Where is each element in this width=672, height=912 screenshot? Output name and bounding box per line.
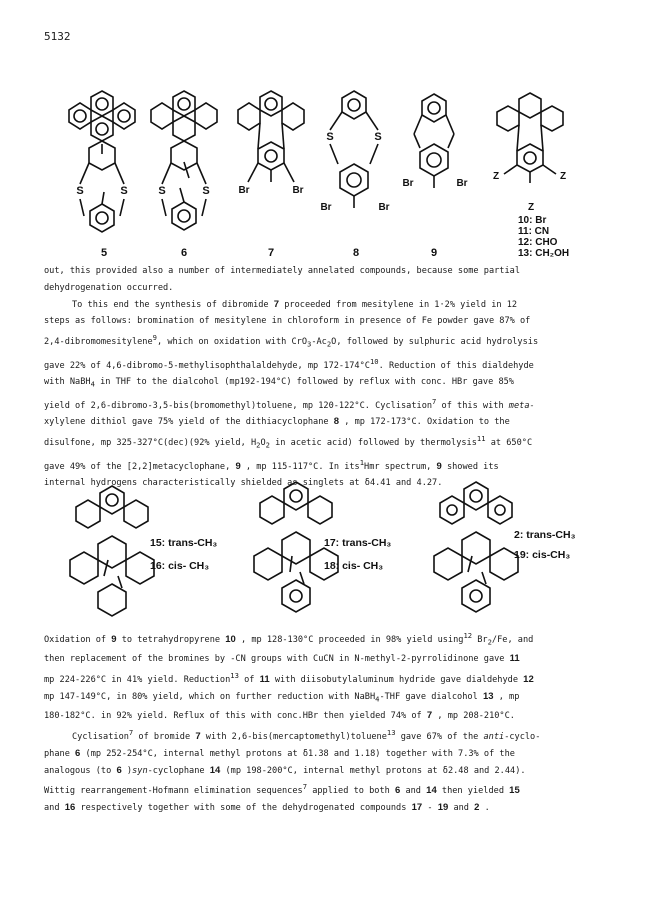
z-legend-12: 12: CHO	[518, 237, 558, 248]
z-legend-10: 10: Br	[518, 215, 547, 226]
bromine-atom: Br	[378, 202, 390, 213]
sulfur-atom: S	[76, 185, 84, 197]
structure-7	[238, 91, 304, 182]
label-19: 19: cis-CH₃	[514, 549, 571, 561]
text-line: analogous (to 6 )syn-cyclophane 14 (mp 198-200°C, internal methyl protons at δ2.48 and 2.44).	[44, 764, 526, 776]
text-line: then replacement of the bromines by -CN groups with CuCN in N-methyl-2-pyrrolidinone gave 11	[44, 653, 520, 665]
text-line: out, this provided also a number of intermediately annelated compounds, because some partial	[44, 266, 520, 276]
label-2: 2: trans-CH₃	[514, 529, 576, 541]
text-line: xylylene dithiol gave 75% yield of the dithiacyclophane 8 , mp 172-173°C. Oxidation to the	[44, 416, 510, 428]
text-line: steps as follows: bromination of mesitylene in chloroform in presence of Fe powder gave 87% of	[44, 316, 531, 327]
bromine-atom: Br	[238, 185, 250, 196]
structure-9	[414, 94, 454, 188]
sulfur-atom: S	[374, 131, 382, 143]
text-line: Cyclisation$^7$ of bromide 7 with 2,6-bis(mercaptomethyl)toluene$^{13}$ gave 67% of the anti-cyclo-	[72, 728, 541, 742]
text-line: gave 49% of the [2,2]metacyclophane, 9 , mp 115-117°C. In its$^1$Hmr spectrum, 9 showed its	[44, 457, 499, 472]
text-line: 180-182°C. in 92% yield. Reflux of this with conc.HBr then yielded 74% of 7 , mp 208-210°C.	[44, 710, 515, 722]
figure-structures-15-19	[0, 478, 672, 628]
text-line: disulfone, mp 325-327°C(dec)(92% yield, $H_2O_2$ in acetic acid) followed by thermolysis$^{11}$ at 650°C	[44, 434, 533, 450]
text-line: internal hydrogens characteristically shielded as singlets at δ4.41 and 4.27.	[44, 478, 443, 489]
sulfur-atom: S	[326, 131, 334, 143]
text-line: with NaBH$_4$ in THF to the dialcohol (mp192-194°C) followed by reflux with conc. HBr gave 85%	[44, 377, 514, 389]
z-legend-11: 11: CN	[518, 226, 550, 237]
text-line: phane 6 (mp 252-254°C, internal methyl protons at δ1.38 and 1.18) together with 7.3% of the	[44, 747, 515, 759]
z-legend-13: 13: CH₂OH	[518, 248, 570, 259]
sulfur-atom: S	[158, 185, 166, 197]
label-7: 7	[267, 247, 275, 259]
body-text-block-2	[44, 628, 628, 817]
text-line: To this end the synthesis of dibromide 7 proceeded from mesitylene in 1·2% yield in 12	[72, 298, 518, 310]
label-8: 8	[352, 247, 360, 259]
label-9: 9	[430, 247, 438, 259]
structure-5	[69, 91, 135, 232]
z-substituent: Z	[559, 171, 567, 182]
structure-8	[330, 91, 378, 208]
structure-6	[151, 91, 217, 230]
bromine-atom: Br	[320, 202, 332, 213]
bromine-atom: Br	[292, 185, 304, 196]
z-substituent: Z	[492, 171, 500, 182]
text-line: 2,4-dibromomesitylene$^9$, which on oxidation with $CrO_3-Ac_2O$, followed by sulphuric acid hydrolysis	[44, 333, 539, 349]
bromine-atom: Br	[402, 178, 414, 189]
structure-15-16	[70, 486, 154, 616]
text-line: mp 147-149°C, in 80% yield, which on further reduction with NaBH$_4$-THF gave dialcohol 13 , mp	[44, 690, 520, 704]
page-number: 5132	[44, 30, 71, 43]
figure-structures-5-13	[0, 82, 672, 260]
text-line: Wittig rearrangement-Hofmann elimination sequences$^7$ applied to both 6 and 14 then yielded 15	[44, 782, 520, 797]
label-16: 16: cis- CH₃	[150, 560, 210, 572]
bromine-atom: Br	[456, 178, 468, 189]
text-line: gave 22% of 4,6-dibromo-5-methylisophthalaldehyde, mp $172-174^\circ C^{10}$. Reduction of this dialdehyde	[44, 356, 534, 371]
sulfur-atom: S	[202, 185, 210, 197]
label-6: 6	[180, 247, 188, 259]
label-18: 18: cis- CH₃	[324, 560, 384, 572]
label-5: 5	[100, 247, 108, 259]
text-line: mp 224-226°C in 41% yield. Reduction$^{13}$ of 11 with diisobutylaluminum hydride gave dialdehyde 12	[44, 671, 534, 686]
text-line: Oxidation of 9 to tetrahydropyrene 10 , mp 128-130°C proceeded in 98% yield using$^{12}$ $Br_2/Fe$, and	[44, 631, 534, 647]
label-15: 15: trans-CH₃	[150, 537, 218, 549]
structure-2-19	[434, 482, 518, 612]
structure-10-13	[497, 93, 563, 183]
body-text-block-1	[44, 263, 628, 492]
text-line: and 16 respectively together with some of the dehydrogenated compounds 17 - 19 and 2 .	[44, 802, 490, 814]
text-line: yield of 2,6-dibromo-3,5-bis(bromomethyl)toluene, mp 120-122°C. Cyclisation$^7$ of this with meta-	[44, 396, 535, 411]
text-line: dehydrogenation occurred.	[44, 282, 174, 293]
z-legend-header: Z	[528, 202, 535, 213]
sulfur-atom: S	[120, 185, 128, 197]
label-17: 17: trans-CH₃	[324, 537, 392, 549]
